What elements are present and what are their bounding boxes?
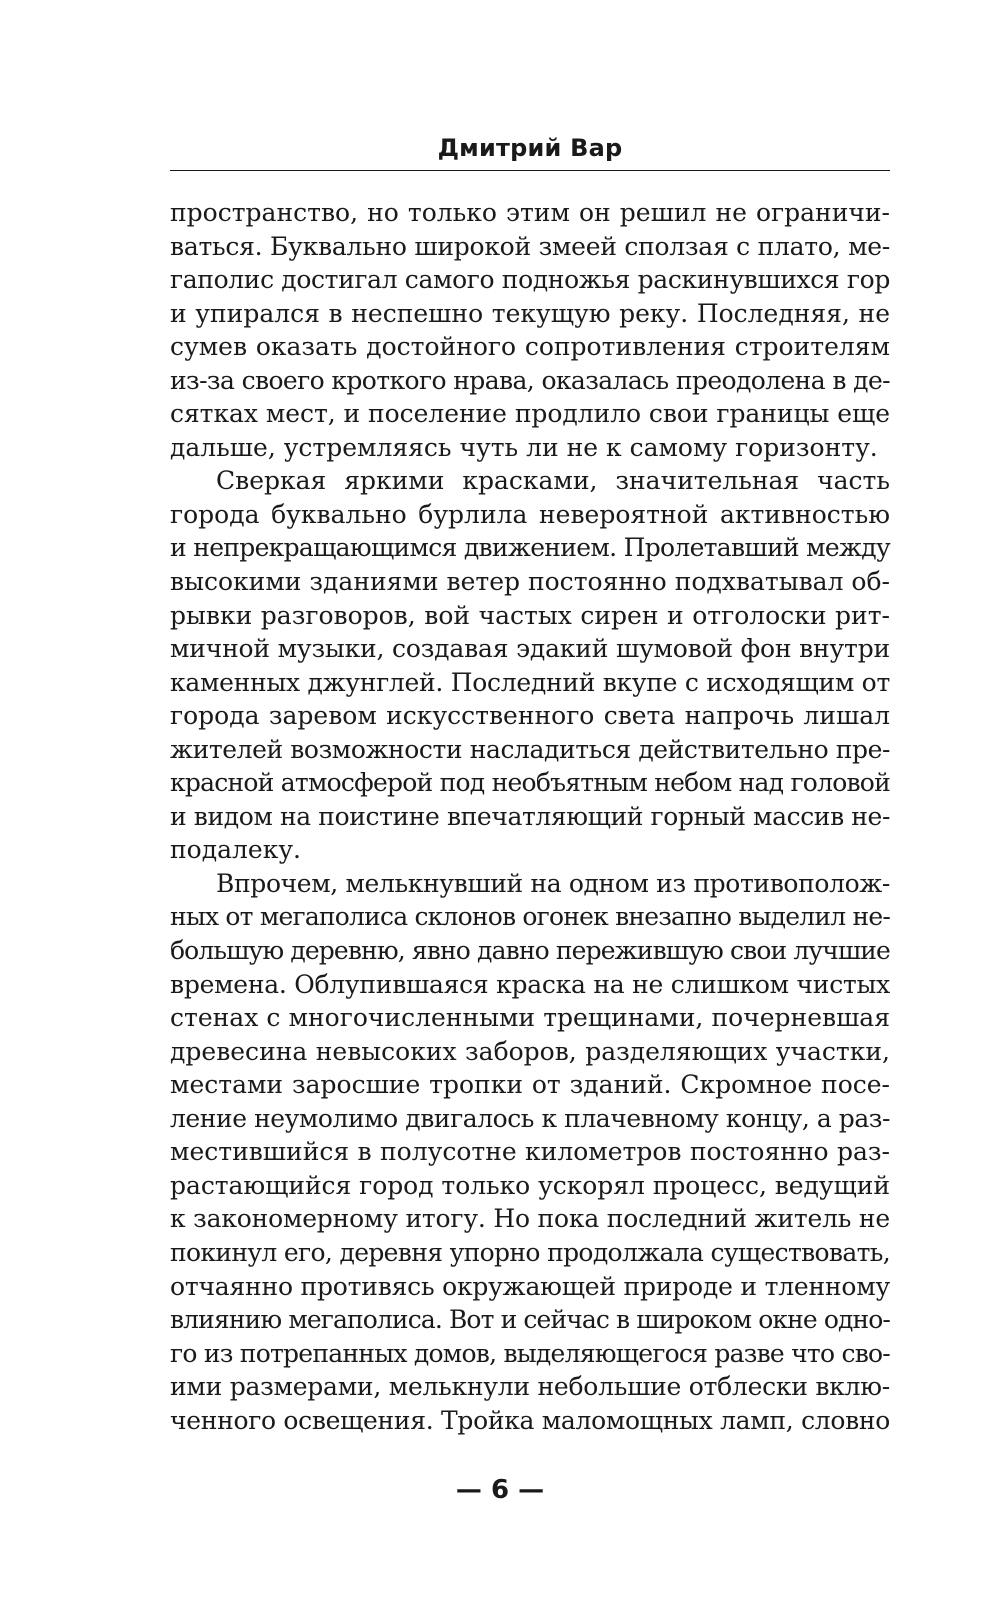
text-line: Сверкая яркими красками, значительная часть	[216, 466, 890, 496]
text-line: к закономерному итогу. Но пока последний житель не	[170, 1204, 890, 1234]
text-line: из-за своего кроткого нрава, оказалась преодолена в де-	[170, 365, 890, 395]
text-line: рывки разговоров, вой частых сирен и отголоски рит-	[170, 600, 890, 630]
text-line: древесина невысоких заборов, разделяющих участки,	[170, 1036, 890, 1066]
text-line: каменных джунглей. Последний вкупе с исходящим от	[170, 667, 890, 697]
running-head: Дмитрий Вар	[437, 134, 623, 162]
text-line: жителей возможности насладиться действительно пре-	[170, 734, 890, 764]
text-line: местившийся в полусотне километров постоянно раз-	[170, 1137, 890, 1167]
text-line: времена. Облупившаяся краска на не слишком чистых	[170, 969, 890, 999]
text-line: Впрочем, мелькнувший на одном из противополож-	[216, 868, 890, 898]
text-line: и непрекращающимся движением. Пролетавший между	[170, 533, 891, 563]
text-line: го из потрепанных домов, выделяющегося разве что сво-	[170, 1338, 890, 1368]
page-number: — 6 —	[455, 1475, 545, 1505]
text-line: стенах с многочисленными трещинами, почерневшая	[170, 1003, 890, 1033]
text-line: местами заросшие тропки от зданий. Скромное посе-	[170, 1070, 890, 1100]
text-line: города заревом искусственного света напрочь лишал	[170, 701, 890, 731]
text-line: покинул его, деревня упорно продолжала существовать,	[170, 1237, 890, 1267]
paragraph	[170, 867, 890, 1437]
text-line: красной атмосферой под необъятным небом над головой	[170, 768, 890, 798]
text-line: ими размерами, мелькнули небольшие отблески вклю-	[170, 1372, 890, 1402]
text-line: и видом на поистине впечатляющий горный массив не-	[170, 801, 890, 831]
text-line: подалеку.	[170, 835, 301, 865]
paragraph	[170, 464, 890, 867]
paragraph	[170, 196, 890, 464]
text-line: мичной музыки, создавая эдакий шумовой фон внутри	[170, 634, 890, 664]
text-line: влиянию мегаполиса. Вот и сейчас в широком окне одно-	[170, 1305, 890, 1335]
text-line: большую деревню, явно давно пережившую свои лучшие	[170, 936, 890, 966]
text-line: ваться. Буквально широкой змеей сползая с плато, ме-	[170, 231, 890, 261]
text-line: дальше, устремляясь чуть ли не к самому горизонту.	[170, 432, 878, 462]
text-line: сятках мест, и поселение продлило свои границы еще	[170, 399, 890, 429]
text-line: города буквально бурлила невероятной активностью	[170, 499, 890, 529]
text-line: растающийся город только ускорял процесс, ведущий	[170, 1170, 890, 1200]
text-line: гаполис достигал самого подножья раскинувшихся гор	[170, 265, 890, 295]
text-line: ченного освещения. Тройка маломощных ламп, словно	[170, 1405, 890, 1435]
text-line: высокими зданиями ветер постоянно подхватывал об-	[170, 567, 890, 597]
text-line: ление неумолимо двигалось к плачевному концу, а раз-	[170, 1103, 890, 1133]
body-text	[170, 196, 890, 1437]
text-line: ных от мегаполиса склонов огонек внезапно выделил не-	[170, 902, 890, 932]
text-line: пространство, но только этим он решил не ограничи-	[170, 198, 890, 227]
header-rule	[170, 170, 890, 171]
text-line: и упирался в неспешно текущую реку. Последняя, не	[170, 298, 890, 328]
text-line: отчаянно противясь окружающей природе и тленному	[170, 1271, 890, 1301]
text-line: сумев оказать достойного сопротивления строителям	[170, 332, 890, 362]
